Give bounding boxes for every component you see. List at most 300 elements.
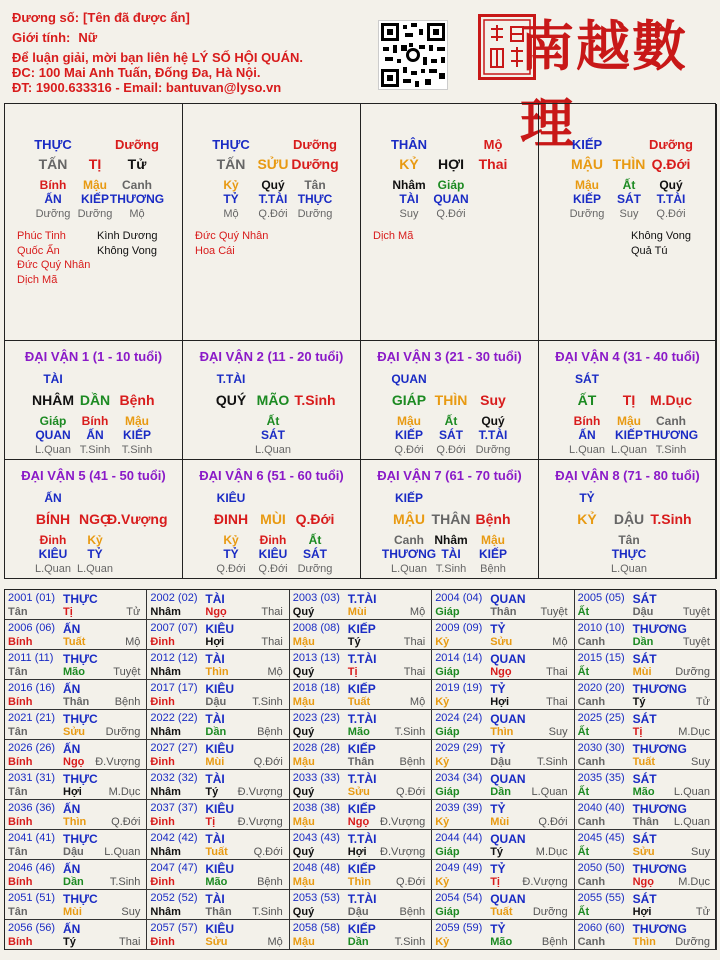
- year-branch: Sửu: [347, 786, 370, 798]
- dai-van-pillar-item: TỊ: [622, 392, 636, 408]
- year-branch: Ngọ: [63, 756, 85, 768]
- year-cell: [147, 860, 289, 890]
- year-stem: Nhâm: [150, 666, 181, 678]
- year-branch: Mão: [632, 786, 655, 798]
- phone-email-line: ĐT: 1900.633316 - Email: bantuvan@lyso.vn: [12, 80, 282, 95]
- year-branch: Thìn: [347, 876, 372, 888]
- natal-hidden-star-item: TỶ: [223, 192, 239, 206]
- natal-pillar-4: [539, 104, 717, 341]
- year-cell: [5, 650, 147, 680]
- natal-life-stage-item: Q.Đới: [656, 208, 686, 220]
- year-grid: [4, 589, 716, 950]
- year-life-stage: Mộ: [552, 636, 568, 648]
- year-label: 2025 (25): [577, 712, 625, 724]
- dai-van-hidden-star-item: KIẾP: [478, 547, 507, 561]
- year-stem: Giáp: [435, 666, 460, 678]
- dai-van-hidden-stem-item: Canh: [656, 414, 686, 428]
- year-stem: Kỷ: [435, 816, 450, 828]
- year-stem: Ất: [577, 726, 590, 738]
- dai-van-life-stage-item: L.Quan: [390, 563, 428, 575]
- year-label: 2005 (05): [577, 592, 625, 604]
- dai-van-star-item: TỶ: [579, 491, 595, 505]
- year-branch: Mão: [347, 726, 370, 738]
- year-cell: [575, 770, 717, 800]
- duong-so-value: [Tên đã được ẩn]: [83, 10, 190, 25]
- year-life-stage: Mộ: [267, 936, 283, 948]
- qr-code-icon: [378, 20, 448, 90]
- dai-van-pillar-item: MÙI: [260, 511, 286, 527]
- year-branch: Ngọ: [347, 816, 370, 828]
- dai-van-life-stage-item: Q.Đới: [436, 444, 466, 456]
- dai-van-hidden-star-item: SÁT: [261, 428, 285, 442]
- year-cell: [290, 590, 432, 620]
- year-branch: Hợi: [63, 786, 82, 798]
- natal-pillar-item: TẤN: [38, 156, 68, 172]
- natal-hidden-star-item: QUAN: [433, 192, 469, 206]
- year-life-stage: Mộ: [409, 606, 426, 618]
- year-branch: Sửu: [205, 936, 228, 948]
- natal-extras-left: [17, 229, 90, 287]
- year-label: 2019 (19): [435, 682, 483, 694]
- year-branch: Tý: [205, 786, 219, 798]
- year-branch: Mão: [63, 666, 85, 678]
- year-life-stage: T.Sinh: [394, 726, 426, 738]
- dai-van-pillar-item: MẬU: [393, 511, 425, 527]
- year-star: QUAN: [490, 592, 526, 606]
- year-label: 2051 (51): [8, 892, 56, 904]
- dai-van-8: [539, 460, 717, 579]
- year-stem: Giáp: [435, 606, 460, 618]
- year-cell: [290, 680, 432, 710]
- year-cell: [575, 890, 717, 920]
- year-life-stage: Thai: [118, 936, 141, 948]
- year-stem: Canh: [577, 816, 606, 828]
- year-star: SÁT: [632, 772, 657, 786]
- dai-van-3: [361, 341, 539, 460]
- year-branch: Mùi: [205, 756, 225, 768]
- year-label: 2010 (10): [577, 622, 625, 634]
- natal-pillar-item: TỊ: [88, 156, 102, 172]
- year-life-stage: Dưỡng: [105, 726, 141, 738]
- year-label: 2023 (23): [292, 712, 340, 724]
- year-label: 2002 (02): [150, 592, 198, 604]
- year-branch: Sửu: [632, 846, 655, 858]
- year-star: THƯƠNG: [632, 742, 687, 756]
- year-label: 2055 (55): [577, 892, 625, 904]
- year-cell: [575, 740, 717, 770]
- dai-van-hidden-stem-item: Nhâm: [434, 533, 468, 547]
- dai-van-life-stage-item: Q.Đới: [216, 563, 246, 575]
- dai-van-6: [183, 460, 361, 579]
- dai-van-life-stage-item: Dưỡng: [297, 563, 333, 575]
- dai-van-pillar-item: T.Sinh: [650, 511, 692, 527]
- year-branch: Hợi: [347, 846, 367, 858]
- year-stem: Quý: [292, 786, 315, 798]
- year-star: SÁT: [632, 892, 657, 906]
- year-star: QUAN: [490, 832, 526, 846]
- year-stem: Tân: [8, 846, 28, 858]
- dai-van-4: [539, 341, 717, 460]
- year-star: THƯƠNG: [632, 802, 687, 816]
- natal-pillar-item: TẤN: [216, 156, 246, 172]
- year-cell: [290, 650, 432, 680]
- natal-hidden-stem-item: Kỷ: [223, 178, 239, 192]
- natal-hidden-stem-item: Nhâm: [392, 178, 426, 192]
- year-life-stage: Dưỡng: [675, 666, 710, 678]
- natal-hidden-stem-item: Mậu: [83, 178, 107, 192]
- dai-van-hidden-star-item: KIÊU: [258, 547, 288, 561]
- year-cell: [432, 620, 574, 650]
- dai-van-life-stage-item: L.Quan: [610, 444, 648, 456]
- year-star: ẤN: [63, 862, 81, 876]
- year-branch: Thìn: [632, 936, 656, 948]
- year-life-stage: Bệnh: [257, 726, 283, 738]
- year-branch: Mão: [205, 876, 228, 888]
- year-star: TÀI: [205, 892, 225, 906]
- year-branch: Dần: [632, 636, 654, 648]
- year-cell: [290, 620, 432, 650]
- year-star: KIẾP: [347, 742, 376, 756]
- year-star: KIÊU: [205, 622, 235, 636]
- year-stem: Đinh: [150, 876, 175, 888]
- dai-van-life-stage-item: Bệnh: [480, 563, 506, 575]
- year-branch: Tị: [63, 606, 73, 618]
- year-star: KIÊU: [205, 742, 235, 756]
- year-cell: [432, 860, 574, 890]
- year-cell: [5, 860, 147, 890]
- year-label: 2052 (52): [150, 892, 198, 904]
- year-life-stage: Suy: [121, 906, 141, 918]
- year-cell: [147, 740, 289, 770]
- dai-van-hidden-star-item: THƯƠNG: [381, 547, 437, 561]
- dai-van-pillar-item: NGỌ: [79, 511, 111, 527]
- natal-extra-star: Kình Dương: [97, 230, 158, 242]
- year-star: TỶ: [490, 802, 506, 816]
- natal-hidden-stem-item: Quý: [261, 178, 285, 192]
- dai-van-hidden-star-item: THƯƠNG: [643, 428, 699, 442]
- dai-van-2: [183, 341, 361, 460]
- year-star: TÀI: [205, 772, 225, 786]
- year-branch: Thân: [205, 906, 232, 918]
- dai-van-life-stage-item: L.Quan: [610, 563, 648, 575]
- natal-star-item: KIẾP: [571, 137, 603, 152]
- year-label: 2006 (06): [8, 622, 56, 634]
- dai-van-hidden-star-item: SÁT: [439, 428, 463, 442]
- year-label: 2027 (27): [150, 742, 198, 754]
- dai-van-pillar-item: ĐINH: [213, 511, 249, 527]
- year-star: KIẾP: [347, 622, 376, 636]
- year-life-stage: Suy: [548, 726, 568, 738]
- year-life-stage: Q.Đới: [538, 816, 568, 828]
- year-star: T.TÀI: [347, 772, 377, 786]
- dai-van-pillar-item: BÍNH: [35, 511, 71, 527]
- year-star: THỰC: [63, 832, 98, 846]
- year-branch: Dậu: [347, 906, 369, 918]
- year-life-stage: T.Sinh: [252, 906, 283, 918]
- natal-extras-right: [97, 229, 157, 258]
- natal-hidden-star-item: ẤN: [44, 192, 62, 206]
- year-branch: Tý: [347, 636, 361, 648]
- dai-van-title: ĐẠI VẬN 3 (21 - 30 tuổi): [377, 349, 522, 364]
- year-star: TỶ: [490, 862, 506, 876]
- year-star: THƯƠNG: [632, 862, 687, 876]
- year-label: 2056 (56): [8, 922, 56, 934]
- natal-hidden-stem-item: Bính: [39, 178, 67, 192]
- natal-hidden-stem-item: Mậu: [575, 178, 599, 192]
- year-label: 2012 (12): [150, 652, 198, 664]
- year-stem: Ất: [577, 846, 590, 858]
- year-stem: Ất: [577, 906, 590, 918]
- year-branch: Tuất: [490, 906, 513, 918]
- year-branch: Tý: [63, 936, 76, 948]
- year-label: 2034 (34): [435, 772, 483, 784]
- dai-van-title: ĐẠI VẬN 6 (51 - 60 tuổi): [199, 468, 344, 483]
- dai-van-star-item: T.TÀI: [216, 372, 246, 386]
- year-stem: Giáp: [435, 906, 460, 918]
- year-life-stage: Q.Đới: [395, 786, 426, 798]
- year-star: THỰC: [63, 712, 98, 726]
- contact-line: Để luận giải, mời bạn liên hệ LÝ SỐ HỘI QUÁN.: [12, 50, 303, 65]
- year-life-stage: M.Dục: [678, 876, 710, 888]
- year-stem: Canh: [577, 636, 606, 648]
- dai-van-pillar-item: Đ.Vượng: [107, 511, 168, 527]
- year-life-stage: Tử: [695, 906, 710, 918]
- year-star: KIÊU: [205, 802, 235, 816]
- year-cell: [147, 590, 289, 620]
- year-cell: [290, 770, 432, 800]
- dai-van-pillar-item: DẬU: [613, 511, 645, 527]
- year-branch: Tý: [490, 846, 504, 858]
- dai-van-1: [5, 341, 183, 460]
- dai-van-hidden-star-item: KIẾP: [614, 428, 643, 442]
- year-cell: [290, 920, 432, 950]
- dai-van-hidden-stem-item: Ất: [444, 414, 458, 428]
- year-branch: Thìn: [205, 666, 229, 678]
- natal-extra-star: Dịch Mã: [17, 273, 58, 286]
- natal-life-stage-item: Suy: [619, 208, 639, 220]
- year-label: 2004 (04): [435, 592, 483, 604]
- year-stem: Tân: [8, 786, 28, 798]
- year-label: 2029 (29): [435, 742, 483, 754]
- natal-extra-star: Không Vong: [631, 230, 691, 242]
- year-life-stage: Bệnh: [399, 756, 426, 768]
- year-star: ẤN: [63, 682, 81, 696]
- year-cell: [290, 800, 432, 830]
- dai-van-title: ĐẠI VẬN 1 (1 - 10 tuổi): [24, 349, 163, 364]
- year-cell: [147, 830, 289, 860]
- year-life-stage: Thai: [546, 666, 568, 678]
- year-branch: Tị: [205, 816, 216, 828]
- year-star: ẤN: [63, 622, 81, 636]
- year-cell: [432, 890, 574, 920]
- year-cell: [432, 680, 574, 710]
- year-star: T.TÀI: [347, 592, 377, 606]
- year-life-stage: Tử: [126, 606, 141, 618]
- year-cell: [432, 740, 574, 770]
- year-cell: [147, 770, 289, 800]
- year-life-stage: M.Dục: [108, 786, 141, 798]
- palace-grid: [4, 103, 716, 579]
- natal-extra-star: Đức Quý Nhân: [17, 259, 91, 271]
- dai-van-hidden-star-item: THỰC: [611, 547, 647, 561]
- year-life-stage: L.Quan: [531, 786, 568, 798]
- dai-van-hidden-star-item: TỶ: [87, 547, 103, 561]
- year-label: 2059 (59): [435, 922, 483, 934]
- year-branch: Mùi: [347, 606, 367, 618]
- dai-van-hidden-star-item: KIẾP: [122, 428, 151, 442]
- dai-van-hidden-stem-item: Kỷ: [87, 533, 103, 547]
- dai-van-hidden-stem-item: Ất: [266, 414, 280, 428]
- year-label: 2015 (15): [577, 652, 625, 664]
- dai-van-hidden-stem-item: Mậu: [617, 414, 641, 428]
- year-cell: [432, 590, 574, 620]
- year-stem: Nhâm: [150, 786, 181, 798]
- year-cell: [147, 890, 289, 920]
- year-branch: Thìn: [63, 816, 87, 828]
- dai-van-pillar-item: Suy: [480, 392, 506, 408]
- dai-van-life-stage-item: L.Quan: [254, 444, 292, 456]
- natal-extra-star: Đức Quý Nhân: [195, 230, 269, 242]
- year-star: TÀI: [205, 832, 225, 846]
- year-label: 2013 (13): [292, 652, 340, 664]
- year-star: QUAN: [490, 652, 526, 666]
- year-cell: [290, 830, 432, 860]
- year-stem: Canh: [577, 696, 606, 708]
- year-cell: [5, 770, 147, 800]
- year-life-stage: Suy: [691, 756, 710, 768]
- year-stem: Ất: [577, 606, 590, 618]
- year-life-stage: T.Sinh: [394, 936, 426, 948]
- dai-van-pillar-item: THÌN: [434, 392, 468, 408]
- dai-van-pillar-item: DẦN: [79, 392, 111, 408]
- year-label: 2026 (26): [8, 742, 56, 754]
- year-branch: Tuất: [347, 696, 371, 708]
- year-life-stage: Đ.Vượng: [95, 756, 141, 768]
- year-branch: Ngọ: [632, 876, 654, 888]
- year-life-stage: Đ.Vượng: [380, 846, 426, 858]
- year-life-stage: T.Sinh: [109, 876, 141, 888]
- natal-pillar-item: MẬU: [571, 156, 603, 172]
- year-branch: Hợi: [205, 636, 225, 648]
- year-star: TÀI: [205, 652, 225, 666]
- year-label: 2003 (03): [292, 592, 340, 604]
- year-cell: [575, 590, 717, 620]
- gender-value: Nữ: [78, 30, 98, 45]
- year-star: TÀI: [205, 712, 225, 726]
- brand-logo-text: 南越數理: [520, 14, 688, 155]
- year-branch: Dần: [205, 726, 227, 738]
- year-branch: Tuất: [205, 846, 228, 858]
- year-cell: [290, 890, 432, 920]
- year-life-stage: Tuyệt: [113, 666, 141, 678]
- year-cell: [432, 770, 574, 800]
- natal-star-item: Dưỡng: [293, 137, 337, 152]
- year-label: 2044 (44): [435, 832, 483, 844]
- dai-van-life-stage-item: Q.Đới: [258, 563, 288, 575]
- dai-van-5: [5, 460, 183, 579]
- year-star: THỰC: [63, 652, 98, 666]
- year-life-stage: Bệnh: [541, 936, 568, 948]
- natal-hidden-star-item: TÀI: [399, 192, 419, 206]
- year-label: 2009 (09): [435, 622, 483, 634]
- year-cell: [5, 890, 147, 920]
- dai-van-pillar-item: T.Sinh: [294, 392, 336, 408]
- year-label: 2045 (45): [577, 832, 625, 844]
- year-stem: Mậu: [292, 636, 315, 648]
- duong-so-line: [12, 10, 190, 25]
- dai-van-star-item: TÀI: [43, 372, 63, 386]
- year-star: ẤN: [63, 922, 81, 936]
- year-cell: [147, 800, 289, 830]
- year-star: T.TÀI: [347, 832, 377, 846]
- year-cell: [5, 680, 147, 710]
- natal-hidden-star-item: T.TÀI: [258, 192, 288, 206]
- dai-van-title: ĐẠI VẬN 7 (61 - 70 tuổi): [377, 468, 522, 483]
- natal-hidden-stem-item: Ất: [622, 178, 636, 192]
- dai-van-hidden-stem-item: Kỷ: [223, 533, 239, 547]
- dai-van-star-item: ẤN: [44, 491, 62, 505]
- natal-pillar-item: SỬU: [257, 156, 289, 172]
- year-cell: [575, 680, 717, 710]
- year-cell: [575, 830, 717, 860]
- natal-pillar-3: [361, 104, 539, 341]
- year-stem: Quý: [292, 606, 315, 618]
- natal-extra-star: Hoa Cái: [195, 244, 235, 257]
- year-life-stage: Tuyệt: [540, 606, 568, 618]
- natal-hidden-star-item: KIẾP: [80, 192, 109, 206]
- year-life-stage: Q.Đới: [253, 846, 283, 858]
- natal-life-stage-item: Q.Đới: [258, 208, 288, 220]
- year-branch: Thân: [347, 756, 375, 768]
- dai-van-life-stage-item: T.Sinh: [121, 444, 153, 456]
- year-life-stage: Q.Đới: [111, 816, 141, 828]
- year-branch: Sửu: [63, 726, 86, 738]
- year-label: 2032 (32): [150, 772, 198, 784]
- year-stem: Đinh: [150, 696, 175, 708]
- dai-van-life-stage-item: T.Sinh: [435, 563, 467, 575]
- dai-van-hidden-stem-item: Bính: [573, 414, 601, 428]
- year-label: 2042 (42): [150, 832, 198, 844]
- year-branch: Mão: [490, 936, 513, 948]
- year-branch: Tị: [490, 876, 500, 888]
- natal-extra-star: Dịch Mã: [373, 230, 414, 242]
- dai-van-hidden-star-item: KIÊU: [38, 547, 68, 561]
- year-branch: Thân: [63, 696, 90, 708]
- year-branch: Hợi: [490, 696, 510, 708]
- dai-van-star-item: KIẾP: [394, 491, 423, 505]
- natal-hidden-stem-item: Canh: [122, 178, 152, 192]
- year-life-stage: Thai: [403, 636, 426, 648]
- year-stem: Nhâm: [150, 846, 181, 858]
- dai-van-hidden-star-item: ẤN: [578, 428, 596, 442]
- year-label: 2035 (35): [577, 772, 625, 784]
- natal-life-stage-item: Q.Đới: [436, 208, 466, 220]
- natal-star-item: THỰC: [212, 137, 250, 152]
- year-life-stage: Mộ: [409, 696, 426, 708]
- dai-van-hidden-stem-item: Giáp: [39, 414, 67, 428]
- dai-van-pillar-item: THÂN: [431, 511, 471, 527]
- gender-label: Giới tính:: [12, 30, 71, 45]
- year-star: T.TÀI: [347, 892, 377, 906]
- natal-pillar-item: THÌN: [612, 156, 646, 172]
- year-branch: Dần: [347, 936, 369, 948]
- year-label: 2028 (28): [292, 742, 340, 754]
- year-cell: [147, 710, 289, 740]
- year-label: 2046 (46): [8, 862, 56, 874]
- year-stem: Giáp: [435, 846, 460, 858]
- year-life-stage: L.Quan: [673, 816, 710, 828]
- natal-pillar-item: Q.Đới: [651, 156, 691, 172]
